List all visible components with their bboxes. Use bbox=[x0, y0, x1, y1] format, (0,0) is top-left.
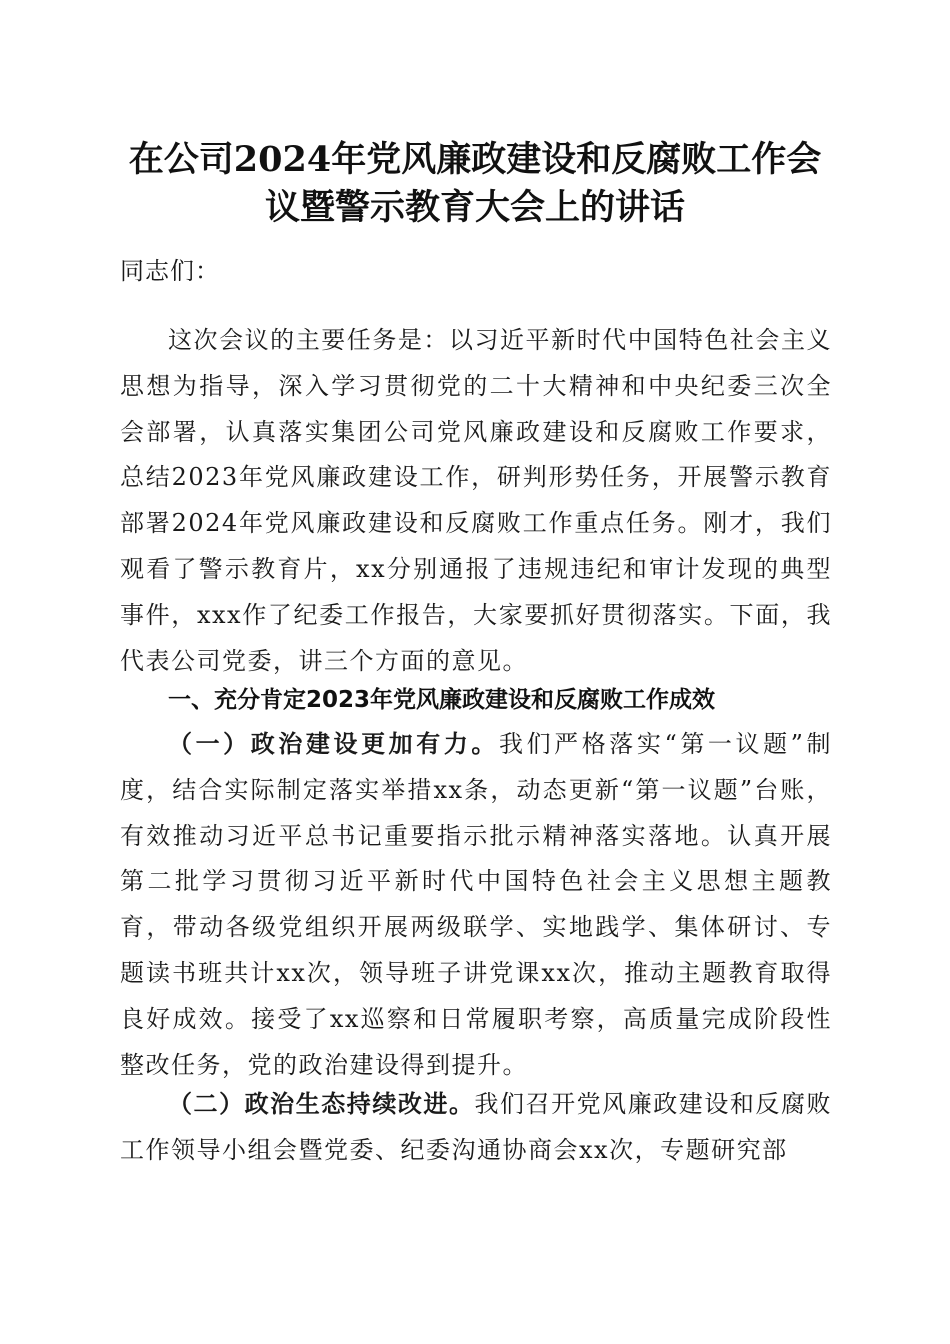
section-2-text: 我们召开党风廉政建设和反腐败工作领导小组会暨党委、纪委沟通协商会xx次，专题研究部 bbox=[120, 1090, 833, 1164]
document-title-line-1: 在公司2024年党风廉政建设和反腐败工作会 bbox=[128, 139, 822, 180]
section-heading-1: 一、充分肯定2023年党风廉政建设和反腐败工作成效 bbox=[168, 687, 716, 713]
document-title-line-2: 议暨警示教育大会上的讲话 bbox=[264, 187, 685, 228]
paragraph-section-2 bbox=[120, 1081, 832, 1174]
section-1-text: 我们严格落实“第一议题”制度，结合实际制定落实举措xx条，动态更新“第一议题”台账，有效推动习近平总书记重要指示批示精神落实落地。认真开展第二批学习贯彻习近平新时代中国特色社会主义思想主题教育，带动各级党组织开展两级联学、实地践学、集体研讨、专题读书班共计xx次，领导班子讲党课xx次，推动主题教育取得良好成效。接受了xx巡察和日常履职考察，高质量完成阶段性整改任务，党的政治建设得到提升。 bbox=[120, 730, 832, 1079]
paragraph-intro: 这次会议的主要任务是：以习近平新时代中国特色社会主义思想为指导，深入学习贯彻党的二十大精神和中央纪委三次全会部署，认真落实集团公司党风廉政建设和反腐败工作要求，总结2023年党风廉政建设工作，研判形势任务，开展警示教育部署2024年党风廉政建设和反腐败工作重点任务。刚才，我们观看了警示教育片，xx分别通报了违规违纪和审计发现的典型事件，xxx作了纪委工作报告，大家要抓好贯彻落实。下面，我代表公司党委，讲三个方面的意见。 bbox=[120, 326, 832, 675]
salutation: 同志们： bbox=[120, 257, 220, 285]
section-2-lead: （二）政治生态持续改进。 bbox=[168, 1089, 475, 1118]
section-1-lead: （一）政治建设更加有力。 bbox=[168, 729, 499, 758]
paragraph-section-1 bbox=[120, 721, 832, 1088]
